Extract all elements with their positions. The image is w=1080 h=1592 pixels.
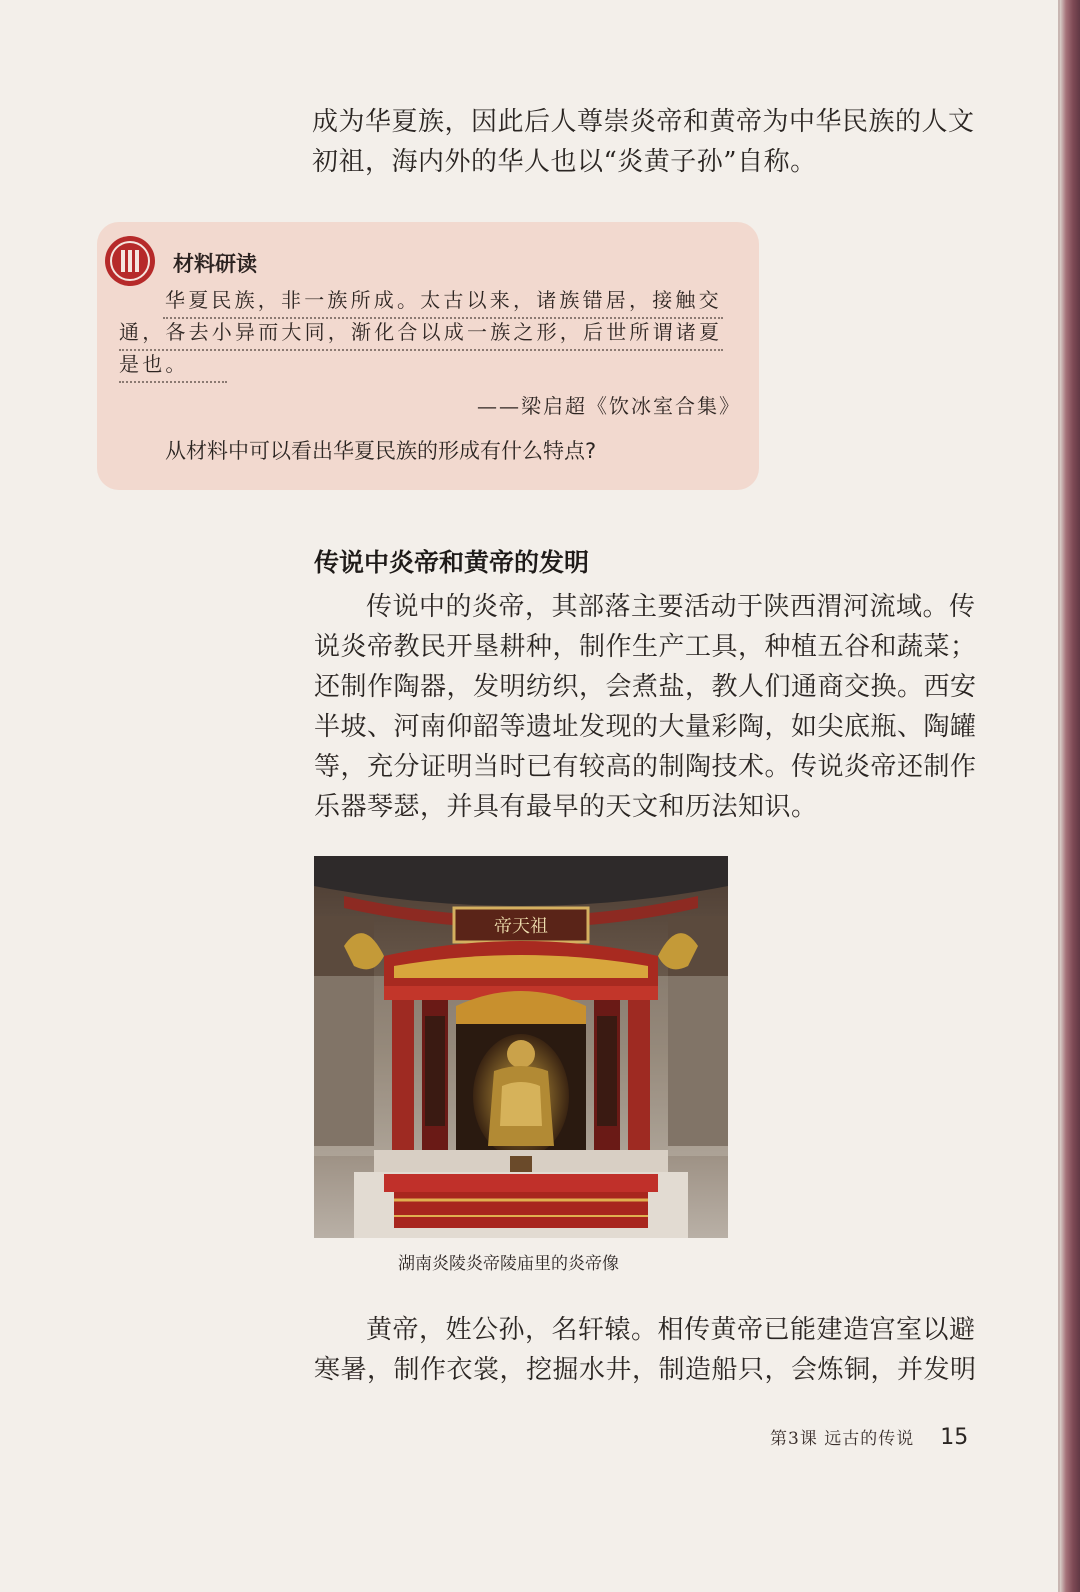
photo-caption: 湖南炎陵炎帝陵庙里的炎帝像 [398, 1254, 619, 1274]
quote-underline [119, 349, 723, 351]
material-source: ——梁启超《饮冰室合集》 [477, 394, 741, 418]
plaque-text: 帝天祖 [494, 916, 548, 937]
body-paragraph-huangdi: 黄帝，姓公孙，名轩辕。相传黄帝已能建造宫室以避寒暑，制作衣裳，挖掘水井，制造船只，会炼铜，并发明 [314, 1315, 977, 1385]
page-number: 15 [940, 1425, 969, 1450]
body-paragraph-yandi: 传说中的炎帝，其部落主要活动于陕西渭河流域。传说炎帝教民开垦耕种，制作生产工具，种植五谷和蔬菜；还制作陶器，发明纺织，会煮盐，教人们通商交换。西安半坡、河南仰韶等遗址发现的大量彩陶，如尖底瓶、陶罐等，充分证明当时已有较高的制陶技术。传说炎帝还制作乐器琴瑟，并具有最早的天文和历法知识。 [314, 592, 977, 822]
yandi-statue-photo [314, 856, 728, 1238]
footer-lesson-title: 第3课 远古的传说 [770, 1429, 915, 1449]
material-question: 从材料中可以看出华夏民族的形成有什么特点? [165, 439, 597, 463]
page-edge [1060, 0, 1080, 1592]
material-reading-box [97, 222, 759, 490]
section-title: 传说中炎帝和黄帝的发明 [314, 548, 590, 577]
material-reading-title: 材料研读 [173, 252, 257, 276]
page-footer [770, 1424, 968, 1450]
material-reading-icon [105, 236, 155, 286]
material-quote: 华夏民族，非一族所成。太古以来，诸族错居，接触交通，各去小异而大同，渐化合以成一族之形，后世所谓诸夏是也。 [119, 288, 723, 376]
quote-underline [163, 317, 723, 319]
intro-paragraph: 成为华夏族，因此后人尊崇炎帝和黄帝为中华民族的人文初祖，海内外的华人也以“炎黄子孙”自称。 [312, 107, 975, 177]
quote-underline [119, 381, 227, 383]
